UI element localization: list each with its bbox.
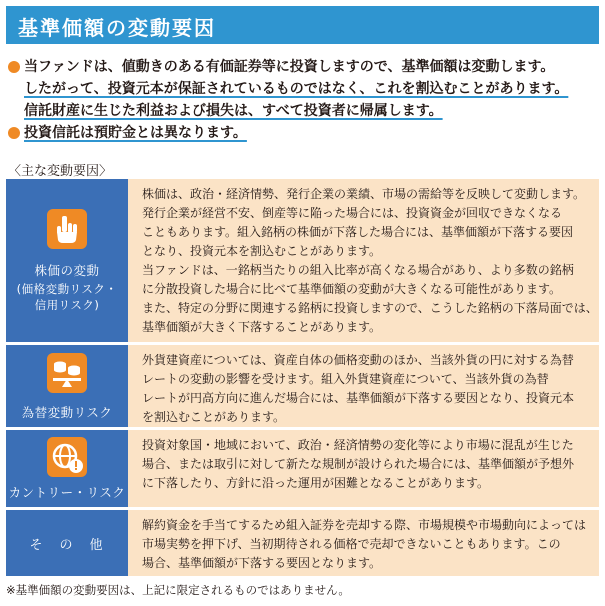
bullet-dot-icon bbox=[8, 61, 20, 73]
bullet-text: 当ファンドは、値動きのある有価証券等に投資しますので、基準価額は変動します。 bbox=[24, 59, 555, 75]
risk-label: そ の 他 bbox=[29, 538, 105, 553]
globe-warning-icon bbox=[47, 437, 87, 477]
description-line: 外貨建資産については、資産自体の価格変動のほか、当該外貨の円に対する為替 bbox=[142, 353, 574, 367]
risk-description bbox=[142, 516, 594, 573]
bullet-dot-icon bbox=[8, 127, 20, 139]
risk-description bbox=[142, 351, 594, 427]
bullet-text: 投資信託は預貯金とは異なります。 bbox=[24, 125, 247, 141]
risk-label: 株価の変動 bbox=[34, 263, 100, 278]
description-line: に分散投資した場合に比べて基準価額の変動が大きくなる可能性があります。 bbox=[142, 282, 562, 296]
description-line: となり、投資元本を割込むことがあります。 bbox=[142, 244, 382, 258]
description-line: レートの変動の影響を受けます。組入外貨建資産について、当該外貨の為替 bbox=[142, 372, 549, 386]
risk-sublabel: 信用リスク) bbox=[34, 298, 100, 312]
description-line: 株価は、政治・経済情勢、発行企業の業績、市場の需給等を反映して変動します。 bbox=[142, 187, 586, 201]
hand-pointing-icon bbox=[47, 209, 87, 249]
list-item bbox=[6, 56, 601, 78]
table-row bbox=[6, 345, 599, 427]
bullet-text: 信託財産に生じた利益および損失は、すべて投資者に帰属します。 bbox=[24, 103, 443, 119]
list-item bbox=[6, 78, 601, 100]
risk-category bbox=[6, 179, 128, 342]
section-label: 〈主な変動要因〉 bbox=[8, 164, 113, 179]
risk-description bbox=[142, 185, 598, 337]
title-bar bbox=[6, 6, 599, 44]
page-title: 基準価額の変動要因 bbox=[18, 16, 216, 40]
description-line: 市場実勢を押下げ、当初期待される価格で売却できないこともあります。この bbox=[142, 537, 561, 551]
description-line: を割込むことがあります。 bbox=[142, 410, 286, 424]
table-row bbox=[6, 430, 599, 507]
description-line: 場合、または取引に対して新たな規制が設けられた場合には、基準価額が予想外 bbox=[142, 457, 575, 471]
bullet-text: したがって、投資元本が保証されているものではなく、これを割込むことがあります。 bbox=[24, 81, 569, 97]
risk-category bbox=[6, 510, 128, 576]
risk-table bbox=[6, 179, 599, 576]
table-row bbox=[6, 179, 599, 342]
list-item bbox=[6, 122, 601, 144]
description-line: 解約資金を手当てするため組入証券を売却する際、市場規模や市場動向によっては bbox=[142, 518, 587, 532]
description-line: こともあります。組入銘柄の株価が下落した場合には、基準価額が下落する要因 bbox=[142, 225, 574, 239]
description-line: レートが円高方向に進んだ場合には、基準価額が下落する要因となり、投資元本 bbox=[142, 391, 575, 405]
risk-label: 為替変動リスク bbox=[21, 405, 113, 420]
list-item bbox=[6, 100, 601, 122]
description-line: 投資対象国・地域において、政治・経済情勢の変化等により市場に混乱が生じた bbox=[142, 438, 574, 452]
risk-category bbox=[6, 430, 128, 507]
risk-category bbox=[6, 345, 128, 427]
risk-label: カントリー・リスク bbox=[8, 485, 126, 500]
bullet-list bbox=[6, 56, 601, 144]
description-line: 発行企業が経営不安、倒産等に陥った場合には、投資資金が回収できなくなる bbox=[142, 206, 563, 220]
coins-scale-icon bbox=[47, 353, 87, 393]
footnote: ※基準価額の変動要因は、上記に限定されるものではありません。 bbox=[6, 583, 350, 597]
risk-description bbox=[142, 436, 594, 493]
table-row bbox=[6, 510, 599, 576]
description-line: 当ファンドは、一銘柄当たりの組入比率が高くなる場合があり、より多数の銘柄 bbox=[142, 263, 574, 277]
description-line: 場合、基準価額が下落する要因となります。 bbox=[142, 556, 382, 570]
description-line: また、特定の分野に関連する銘柄に投資しますので、こうした銘柄の下落局面では、 bbox=[142, 301, 598, 315]
description-line: に下落したり、方針に沿った運用が困難となることがあります。 bbox=[142, 476, 490, 490]
description-line: 基準価額が大きく下落することがあります。 bbox=[142, 320, 382, 334]
risk-sublabel: (価格変動リスク・ bbox=[16, 282, 118, 296]
